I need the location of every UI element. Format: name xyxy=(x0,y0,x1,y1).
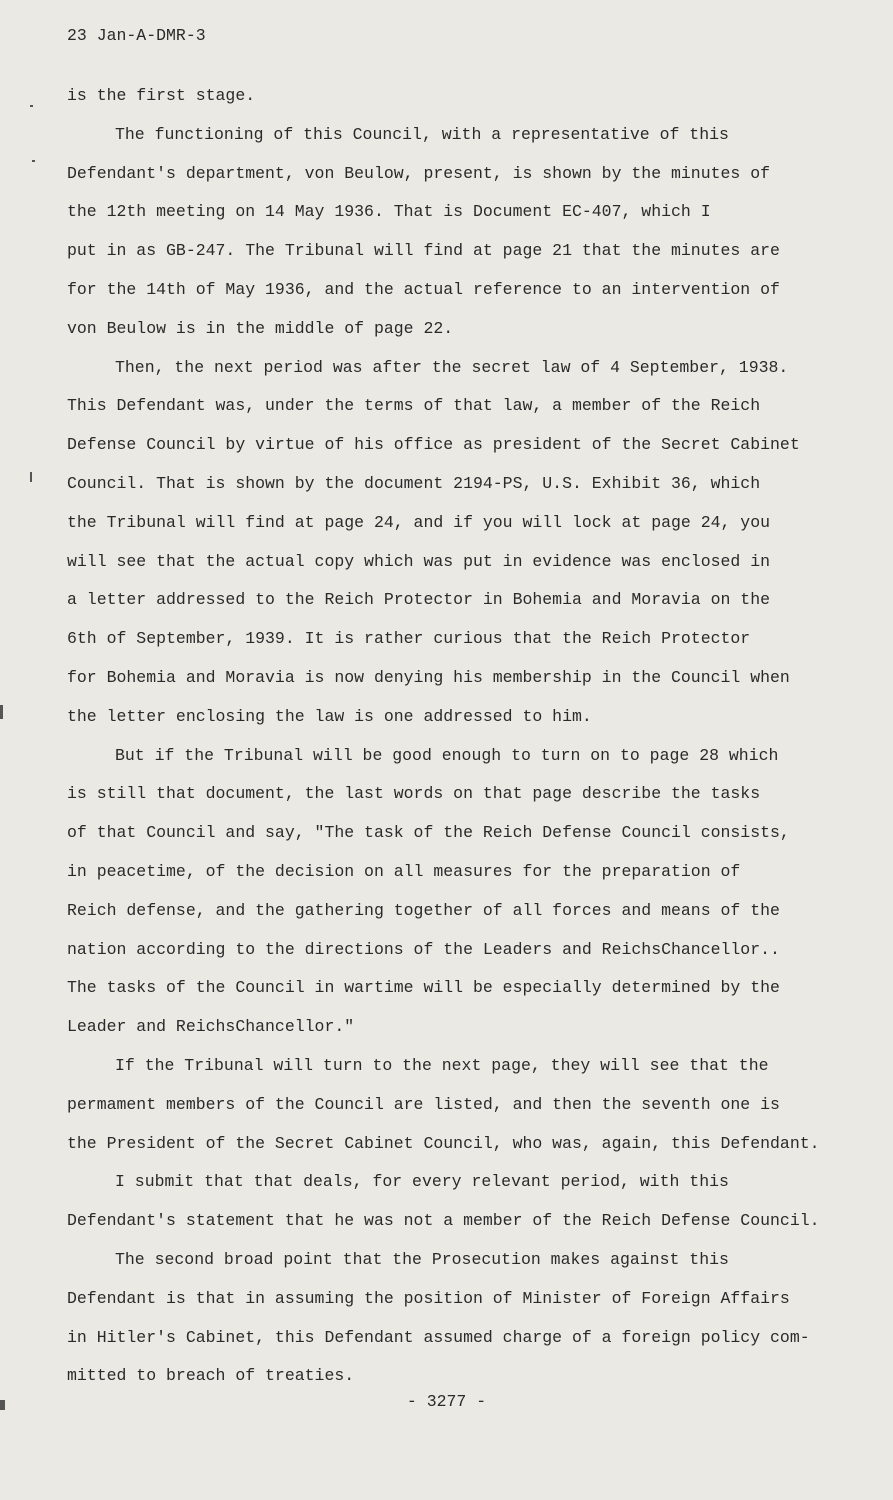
text-line: of that Council and say, "The task of the Reich Defense Council consists, xyxy=(67,823,790,843)
margin-mark xyxy=(32,160,35,162)
text-line: von Beulow is in the middle of page 22. xyxy=(67,318,454,338)
text-line: the 12th meeting on 14 May 1936. That is Document EC-407, which I xyxy=(67,202,711,222)
text-line: The functioning of this Council, with a representative of this xyxy=(115,124,729,144)
page-number: - 3277 - xyxy=(406,1392,487,1411)
text-line: Reich defense, and the gathering together of all forces and means of the xyxy=(67,900,780,920)
margin-mark xyxy=(0,1400,5,1410)
text-line: put in as GB-247. The Tribunal will find at page 21 that the minutes are xyxy=(67,241,780,261)
text-line: for Bohemia and Moravia is now denying his membership in the Council when xyxy=(67,667,790,687)
text-line: If the Tribunal will turn to the next page, they will see that the xyxy=(115,1055,769,1075)
text-line: Defendant's statement that he was not a member of the Reich Defense Council. xyxy=(67,1211,820,1231)
document-reference: 23 Jan-A-DMR-3 xyxy=(67,26,206,45)
text-line: a letter addressed to the Reich Protector in Bohemia and Moravia on the xyxy=(67,590,771,610)
margin-mark xyxy=(30,472,32,482)
text-line: in peacetime, of the decision on all measures for the preparation of xyxy=(67,861,741,881)
text-line: the Tribunal will find at page 24, and if you will lock at page 24, you xyxy=(67,512,771,532)
text-line: is still that document, the last words on that page describe the tasks xyxy=(67,784,761,804)
text-line: nation according to the directions of the Leaders and ReichsChancellor.. xyxy=(67,939,780,959)
text-line: 6th of September, 1939. It is rather curious that the Reich Protector xyxy=(67,629,751,649)
text-line: the President of the Secret Cabinet Council, who was, again, this Defendant. xyxy=(67,1133,820,1153)
text-line: the letter enclosing the law is one addressed to him. xyxy=(67,706,592,726)
text-line: for the 14th of May 1936, and the actual reference to an intervention of xyxy=(67,279,780,299)
text-line: But if the Tribunal will be good enough to turn on to page 28 which xyxy=(115,745,779,765)
text-line: The second broad point that the Prosecution makes against this xyxy=(115,1249,729,1269)
margin-mark xyxy=(0,705,3,719)
text-line: Defendant's department, von Beulow, present, is shown by the minutes of xyxy=(67,163,771,183)
text-line: will see that the actual copy which was put in evidence was enclosed in xyxy=(67,551,771,571)
text-line: in Hitler's Cabinet, this Defendant assumed charge of a foreign policy com- xyxy=(67,1327,810,1347)
text-line: Then, the next period was after the secret law of 4 September, 1938. xyxy=(115,357,789,377)
text-line: Leader and ReichsChancellor." xyxy=(67,1017,355,1037)
text-line: Defense Council by virtue of his office as president of the Secret Cabinet xyxy=(67,435,800,455)
text-line: is the first stage. xyxy=(67,86,256,105)
text-line: permament members of the Council are listed, and then the seventh one is xyxy=(67,1094,780,1114)
text-line: mitted to breach of treaties. xyxy=(67,1366,355,1386)
margin-mark xyxy=(30,105,33,107)
text-line: I submit that that deals, for every relevant period, with this xyxy=(115,1172,729,1192)
text-line: Defendant is that in assuming the position of Minister of Foreign Affairs xyxy=(67,1288,790,1308)
transcript-body xyxy=(67,83,857,1402)
text-line: The tasks of the Council in wartime will be especially determined by the xyxy=(67,978,780,998)
text-line: This Defendant was, under the terms of that law, a member of the Reich xyxy=(67,396,761,416)
text-line: Council. That is shown by the document 2194-PS, U.S. Exhibit 36, which xyxy=(67,473,761,493)
